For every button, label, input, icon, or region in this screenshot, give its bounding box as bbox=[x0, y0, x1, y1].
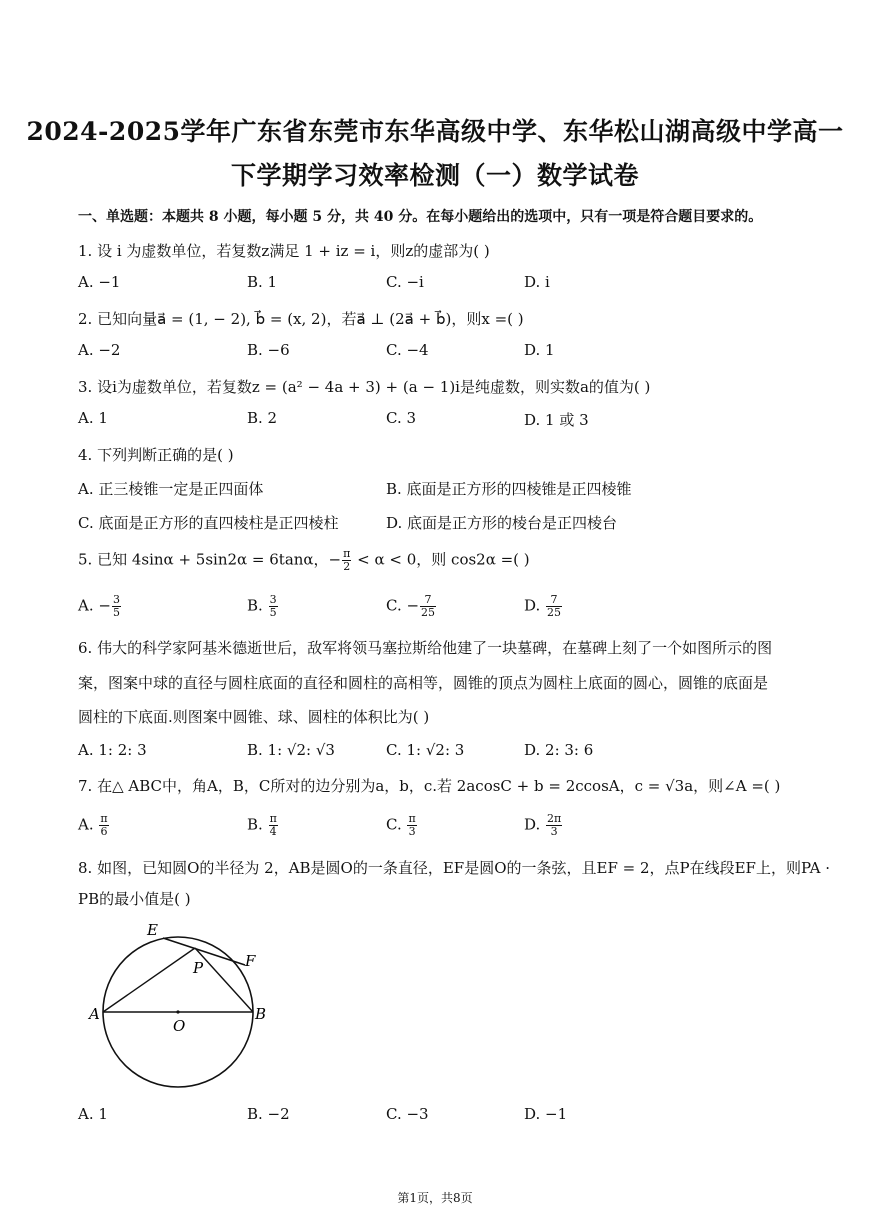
page-title-line2: 下学期学习效率检测（一）数学试卷 bbox=[230, 161, 639, 190]
option-label: B. bbox=[247, 815, 268, 834]
q8-option-a: A. 1 bbox=[78, 1105, 108, 1123]
option-label: D. bbox=[524, 596, 546, 615]
option-label: A. bbox=[78, 815, 99, 834]
fraction-numerator: π bbox=[343, 547, 351, 560]
q3-option-a: A. 1 bbox=[78, 409, 108, 427]
fraction-denominator: 25 bbox=[547, 606, 562, 619]
q5-option-c bbox=[386, 594, 437, 619]
q4-option-b: B. 底面是正方形的四棱锥是正四棱锥 bbox=[386, 480, 632, 498]
fraction-denominator: 6 bbox=[100, 825, 108, 838]
fraction-numerator: 2π bbox=[547, 812, 562, 825]
fraction-numerator: 7 bbox=[420, 594, 436, 607]
fraction-denominator: 4 bbox=[269, 825, 277, 838]
fraction-denominator: 3 bbox=[550, 825, 558, 838]
option-fraction bbox=[546, 594, 562, 619]
label-a: A bbox=[89, 1005, 100, 1023]
option-label: D. bbox=[524, 815, 546, 834]
q6-option-b: B. 1: √2: √3 bbox=[247, 741, 335, 759]
q2-option-a: A. −2 bbox=[78, 341, 121, 359]
q6-option-d: D. 2: 3: 6 bbox=[524, 741, 594, 759]
q2-option-b: B. −6 bbox=[247, 341, 290, 359]
q5-stem-part2: < α < 0，则 cos2α =( ) bbox=[357, 550, 530, 569]
center-point-o bbox=[176, 1010, 179, 1013]
q5-option-b bbox=[247, 594, 279, 619]
q3-stem: 3. 设i为虚数单位，若复数z = (a² − 4a + 3) + (a − 1)i是纯虚数，则实数a的值为( ) bbox=[78, 378, 651, 396]
q6-stem-line2: 案，图案中球的直径与圆柱底面的直径和圆柱的高相等，圆锥的顶点为圆柱上底面的圆心，圆锥的底面是 bbox=[78, 674, 769, 692]
q1-option-a: A. −1 bbox=[78, 273, 121, 291]
option-fraction bbox=[112, 594, 121, 619]
q5-stem-fraction bbox=[342, 548, 351, 573]
q5-stem bbox=[78, 548, 530, 573]
q4-option-c: C. 底面是正方形的直四棱柱是正四棱柱 bbox=[78, 514, 339, 532]
q7-option-d bbox=[524, 813, 563, 838]
option-fraction bbox=[546, 813, 562, 838]
q8-option-c: C. −3 bbox=[386, 1105, 429, 1123]
fraction-numerator: 3 bbox=[269, 593, 277, 606]
q4-option-d: D. 底面是正方形的棱台是正四棱台 bbox=[386, 514, 618, 532]
q5-stem-part1: 5. 已知 4sinα + 5sin2α = 6tanα，− bbox=[78, 550, 342, 569]
fraction-denominator: 5 bbox=[112, 606, 120, 619]
fraction-denominator: 3 bbox=[408, 825, 416, 838]
q1-option-b: B. 1 bbox=[247, 273, 278, 291]
q2-option-c: C. −4 bbox=[386, 341, 429, 359]
option-fraction bbox=[407, 813, 416, 838]
option-label: A. − bbox=[78, 596, 111, 615]
q4-stem: 4. 下列判断正确的是( ) bbox=[78, 446, 234, 464]
option-label: C. bbox=[386, 815, 407, 834]
label-o: O bbox=[173, 1017, 186, 1035]
fraction-numerator: π bbox=[100, 812, 108, 825]
q1-option-d: D. i bbox=[524, 273, 550, 291]
q2-stem: 2. 已知向量a⃗ = (1, − 2), b⃗ = (x, 2)，若a⃗ ⊥ (2a⃗ + b⃗)，则x =( ) bbox=[78, 310, 524, 328]
option-label: B. bbox=[247, 596, 268, 615]
q3-option-b: B. 2 bbox=[247, 409, 278, 427]
option-fraction bbox=[420, 594, 436, 619]
fraction-numerator: π bbox=[408, 812, 416, 825]
q8-option-b: B. −2 bbox=[247, 1105, 290, 1123]
page-footer: 第1页，共8页 bbox=[397, 1191, 473, 1205]
q7-stem: 7. 在△ ABC中，角A，B，C所对的边分别为a，b，c.若 2acosC + b = 2ccosA，c = √3a，则∠A =( ) bbox=[78, 777, 781, 795]
q7-option-c bbox=[386, 813, 418, 838]
q6-option-a: A. 1: 2: 3 bbox=[78, 741, 147, 759]
fraction-numerator: π bbox=[269, 812, 277, 825]
q8-stem-line1: 8. 如图，已知圆O的半径为 2，AB是圆O的一条直径，EF是圆O的一条弦，且EF = 2，点P在线段EF上，则PA · bbox=[78, 859, 831, 877]
q1-option-c: C. −i bbox=[386, 273, 424, 291]
option-fraction bbox=[99, 813, 108, 838]
fraction-denominator: 25 bbox=[421, 606, 436, 619]
q6-option-c: C. 1: √2: 3 bbox=[386, 741, 465, 759]
q6-stem-line1: 6. 伟大的科学家阿基米德逝世后，敌军将领马塞拉斯给他建了一块墓碑，在墓碑上刻了一个如图所示的图 bbox=[78, 639, 773, 657]
q7-option-b bbox=[247, 813, 279, 838]
section-heading: 一、单选题：本题共 8 小题，每小题 5 分，共 40 分。在每小题给出的选项中，只有一项是符合题目要求的。 bbox=[78, 209, 763, 225]
q3-option-d: D. 1 或 3 bbox=[524, 411, 589, 429]
q3-option-c: C. 3 bbox=[386, 409, 417, 427]
page-title-line1: 2024-2025学年广东省东莞市东华高级中学、东华松山湖高级中学高一 bbox=[26, 117, 844, 146]
q8-stem-line2: PB的最小值是( ) bbox=[78, 890, 191, 908]
fraction-numerator: 3 bbox=[112, 593, 120, 606]
q8-circle-figure bbox=[85, 915, 275, 1095]
q2-option-d: D. 1 bbox=[524, 341, 555, 359]
q5-option-d bbox=[524, 594, 563, 619]
label-e: E bbox=[147, 921, 158, 939]
q7-option-a bbox=[78, 813, 110, 838]
segment-pa bbox=[103, 948, 195, 1012]
fraction-denominator: 5 bbox=[269, 606, 277, 619]
option-label: C. − bbox=[386, 596, 420, 615]
label-p: P bbox=[193, 959, 204, 977]
option-fraction bbox=[269, 813, 278, 838]
fraction-numerator: 7 bbox=[546, 594, 562, 607]
option-fraction bbox=[269, 594, 278, 619]
q6-stem-line3: 圆柱的下底面.则图案中圆锥、球、圆柱的体积比为( ) bbox=[78, 708, 430, 726]
q5-option-a bbox=[78, 594, 122, 619]
label-f: F bbox=[245, 952, 256, 970]
q8-option-d: D. −1 bbox=[524, 1105, 568, 1123]
q1-stem: 1. 设 i 为虚数单位，若复数z满足 1 + iz = i，则z的虚部为( ) bbox=[78, 242, 490, 260]
fraction-denominator: 2 bbox=[343, 560, 351, 573]
label-b: B bbox=[255, 1005, 267, 1023]
q4-option-a: A. 正三棱锥一定是正四面体 bbox=[78, 480, 264, 498]
